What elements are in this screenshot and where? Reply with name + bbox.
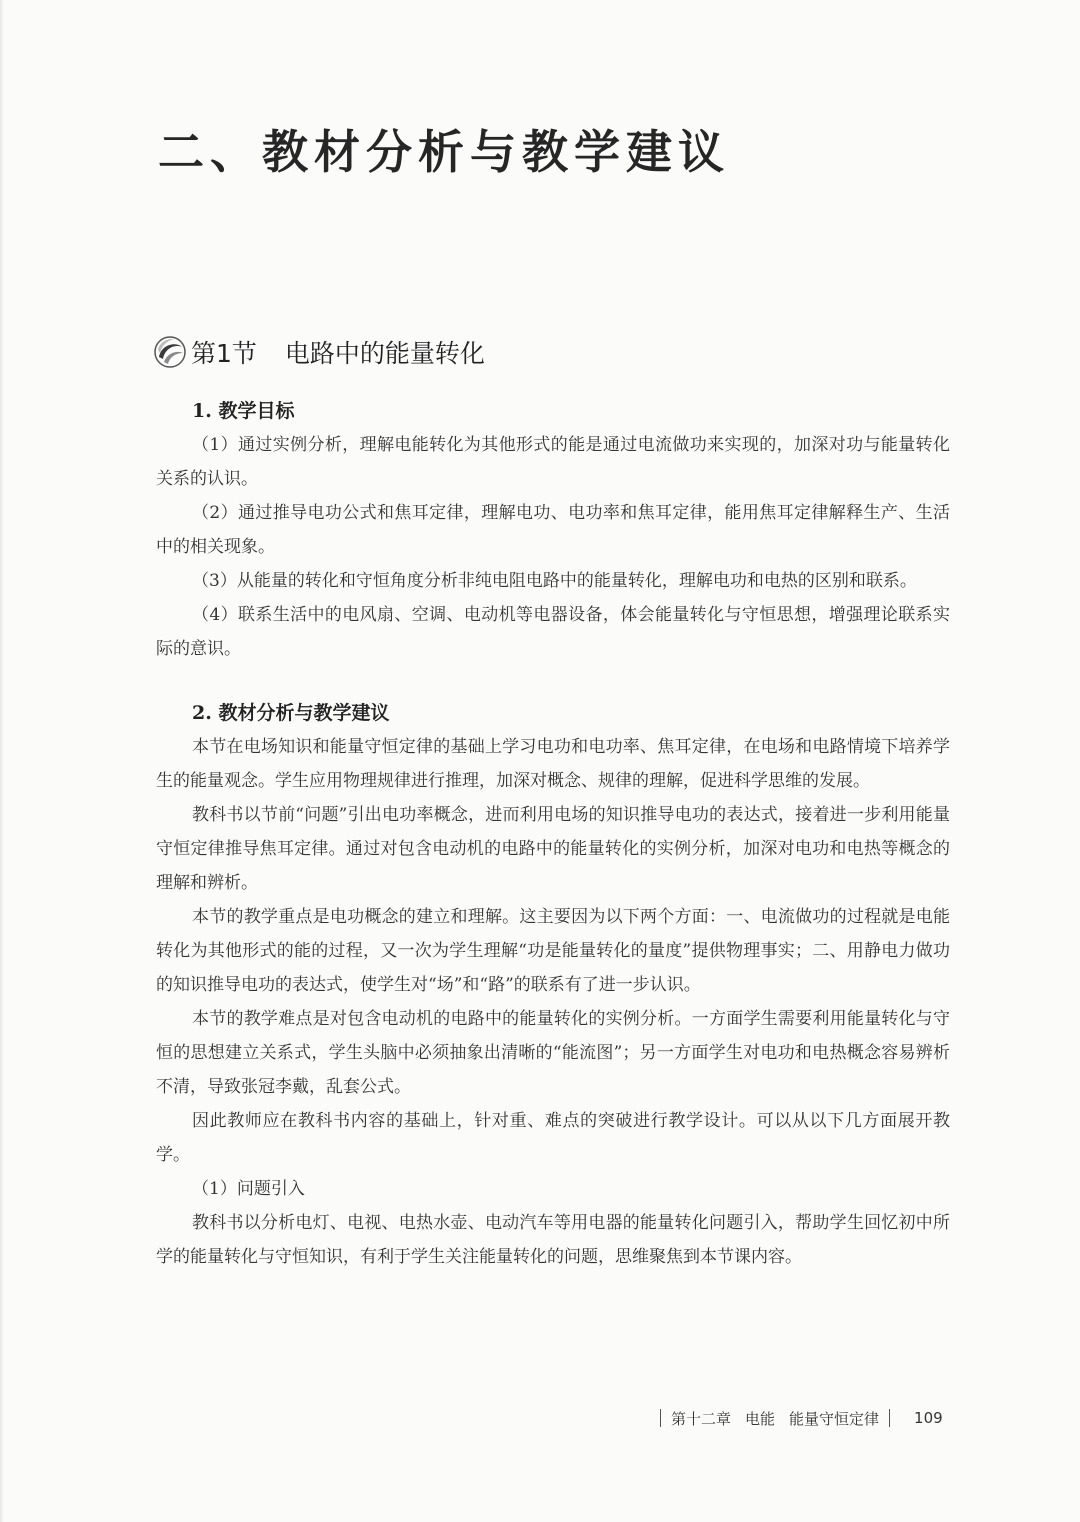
footer-divider xyxy=(660,1409,661,1427)
chapter-title: 二、教材分析与教学建议 xyxy=(158,125,730,179)
goal-item: （2）通过推导电功公式和焦耳定律，理解电功、电功率和焦耳定律，能用焦耳定律解释生产、生活中的相关现象。 xyxy=(156,503,950,557)
goal-item: （3）从能量的转化和守恒角度分析非纯电阻电路中的能量转化，理解电功和电热的区别和联系。 xyxy=(192,571,917,591)
section-swirl-icon xyxy=(153,335,187,369)
body-content xyxy=(156,394,950,1274)
page-edge-shadow xyxy=(0,0,4,1522)
footer-divider xyxy=(889,1409,890,1427)
goal-item: （1）通过实例分析，理解电能转化为其他形式的能是通过电流做功来实现的，加深对功与能量转化关系的认识。 xyxy=(156,435,950,489)
footer-chapter: 第十二章 xyxy=(671,1409,732,1428)
analysis-paragraph: 本节在电场知识和能量守恒定律的基础上学习电功和电功率、焦耳定律，在电场和电路情境下培养学生的能量观念。学生应用物理规律进行推理，加深对概念、规律的理解，促进科学思维的发展。 xyxy=(156,737,950,791)
analysis-paragraph: 因此教师应在教科书内容的基础上，针对重、难点的突破进行教学设计。可以从以下几方面展开教学。 xyxy=(156,1111,950,1165)
page-footer xyxy=(650,1404,943,1432)
analysis-paragraph: 教科书以分析电灯、电视、电热水壶、电动汽车等用电器的能量转化问题引入，帮助学生回忆初中所学的能量转化与守恒知识，有利于学生关注能量转化的问题，思维聚焦到本节课内容。 xyxy=(156,1213,950,1267)
analysis-heading: 2. 教材分析与教学建议 xyxy=(192,702,390,724)
footer-title-a: 电能 xyxy=(745,1409,776,1428)
section-header xyxy=(153,332,485,372)
analysis-paragraph: 本节的教学重点是电功概念的建立和理解。这主要因为以下两个方面：一、电流做功的过程就是电能转化为其他形式的能的过程，又一次为学生理解“功是能量转化的量度”提供物理事实；二、用静电力做功的知识推导电功的表达式，使学生对“场”和“路”的联系有了进一步认识。 xyxy=(156,907,950,995)
goals-heading: 1. 教学目标 xyxy=(192,400,295,422)
analysis-paragraph: 本节的教学难点是对包含电动机的电路中的能量转化的实例分析。一方面学生需要利用能量转化与守恒的思想建立关系式，学生头脑中必须抽象出清晰的“能流图”；另一方面学生对电功和电热概念容易辨析不清，导致张冠李戴，乱套公式。 xyxy=(156,1009,950,1097)
page-number: 109 xyxy=(914,1409,943,1427)
section-title: 电路中的能量转化 xyxy=(284,339,485,368)
goal-item: （4）联系生活中的电风扇、空调、电动机等电器设备，体会能量转化与守恒思想，增强理论联系实际的意识。 xyxy=(156,605,950,659)
spacer xyxy=(156,666,950,696)
item-label-problem-intro: （1）问题引入 xyxy=(192,1179,305,1199)
analysis-paragraph: 教科书以节前“问题”引出电功率概念，进而利用电场的知识推导电功的表达式，接着进一步利用能量守恒定律推导焦耳定律。通过对包含电动机的电路中的能量转化的实例分析，加深对电功和电热等概念的理解和辨析。 xyxy=(156,805,950,893)
section-number: 第1节 xyxy=(191,339,257,368)
footer-title-b: 能量守恒定律 xyxy=(789,1409,880,1428)
